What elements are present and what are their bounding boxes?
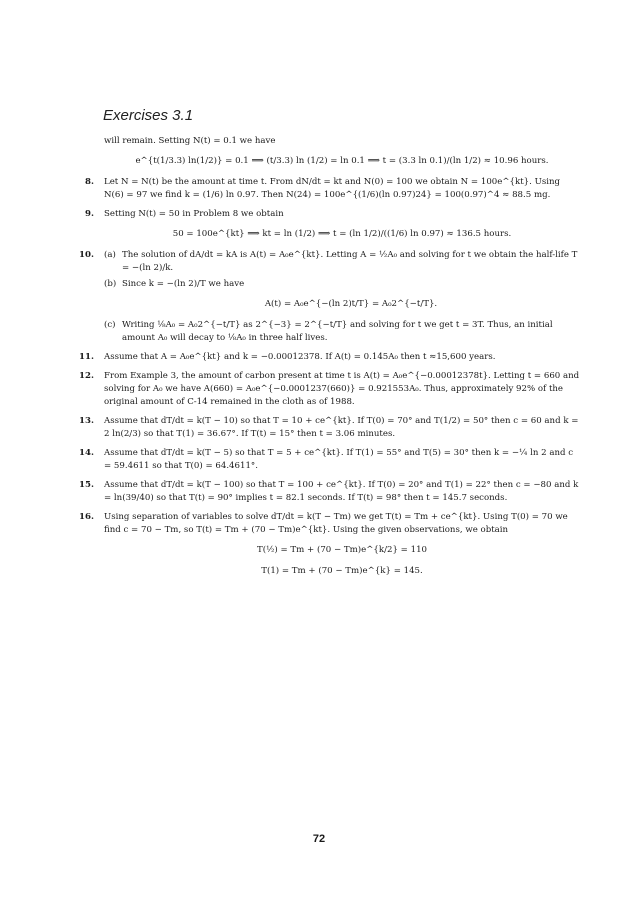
exercise-text: Let N = N(t) be the amount at time t. From dN/dt = kt and N(0) = 100 we obtain N = 100e^{kt}. Using N(6) = 97 we find k = (1/6) ln 0.97. Then N(24) = 100e^{(1/6)(ln 0.97)24} = 100(0.97)^4 ≈ 88.5 mg. xyxy=(104,177,561,200)
display-equation: e^{t(1/3.3) ln(1/2)} = 0.1 ⟹ (t/3.3) ln (1/2) = ln 0.1 ⟹ t = (3.3 ln 0.1)/(ln 1/2) ≈ 10.96 hours. xyxy=(135,156,549,166)
exercise-item xyxy=(70,135,580,168)
subpart-label: (b) xyxy=(104,279,117,289)
exercise-number: 8. xyxy=(85,177,94,187)
exercise-number: 16. xyxy=(79,512,94,522)
exercise-text: Assume that dT/dt = k(T − 10) so that T = 10 + ce^{kt}. If T(0) = 70° and T(1/2) = 50° then c = 60 and k = 2 ln(2/3) so that T(1) = 36.67°. If T(t) = 15° then t = 3.06 minutes. xyxy=(104,416,579,439)
subpart-text: Since k = −(ln 2)/T we have xyxy=(122,279,245,289)
exercise-text: From Example 3, the amount of carbon present at time t is A(t) = A₀e^{−0.00012378t}. Letting t = 660 and solving for A₀ we have A(660) = A₀e^{−0.0001237(660)} = 0.921553A₀. Thus, approximately 92% of the original amount of C-14 remained in the cloth as of 1988. xyxy=(104,371,580,407)
subpart-text: Writing ⅛A₀ = A₀2^{−t/T} as 2^{−3} = 2^{−t/T} and solving for t we get t = 3T. Thus, an initial amount A₀ will decay to ⅛A₀ in three half lives. xyxy=(122,320,553,343)
subpart-text: The solution of dA/dt = kA is A(t) = A₀e^{kt}. Letting A = ½A₀ and solving for t we obtain the half-life T = −(ln 2)/k. xyxy=(122,250,578,273)
page-number: 72 xyxy=(312,833,326,845)
exercise-subpart xyxy=(104,278,580,311)
exercise-text: Setting N(t) = 50 in Problem 8 we obtain xyxy=(104,209,284,219)
exercise-number: 9. xyxy=(85,209,94,219)
exercise-item xyxy=(70,479,580,505)
display-equation: A(t) = A₀e^{−(ln 2)t/T} = A₀2^{−t/T}. xyxy=(264,299,438,309)
exercise-number: 12. xyxy=(79,371,94,381)
exercise-item xyxy=(70,176,580,202)
display-equation: T(1) = Tm + (70 − Tm)e^{k} = 145. xyxy=(261,566,423,576)
exercise-item xyxy=(70,511,580,578)
display-equation: T(½) = Tm + (70 − Tm)e^{k/2} = 110 xyxy=(256,545,428,555)
exercise-item xyxy=(70,370,580,409)
exercise-text: Using separation of variables to solve dT/dt = k(T − Tm) we get T(t) = Tm + ce^{kt}. Using T(0) = 70 we find c = 70 − Tm, so T(t) = Tm + (70 − Tm)e^{kt}. Using the given observations, we obtain xyxy=(104,512,568,535)
exercise-item xyxy=(70,208,580,241)
exercise-text: Assume that dT/dt = k(T − 5) so that T = 5 + ce^{kt}. If T(1) = 55° and T(5) = 30° then k = −¼ ln 2 and c = 59.4611 so that T(0) = 64.4611°. xyxy=(104,448,574,471)
exercise-subpart xyxy=(104,319,580,345)
exercise-subpart xyxy=(104,249,580,275)
exercise-item xyxy=(70,447,580,473)
exercise-number: 13. xyxy=(79,416,94,426)
page-header-title: Exercises 3.1 xyxy=(103,107,194,124)
exercise-text: Assume that A = A₀e^{kt} and k = −0.00012378. If A(t) = 0.145A₀ then t ≈15,600 years. xyxy=(104,352,496,362)
exercise-item xyxy=(70,249,580,345)
exercise-number: 11. xyxy=(79,352,94,362)
subpart-label: (c) xyxy=(104,320,116,330)
exercise-content xyxy=(70,135,580,586)
subpart-label: (a) xyxy=(104,250,116,260)
exercise-item xyxy=(70,415,580,441)
exercise-text: will remain. Setting N(t) = 0.1 we have xyxy=(104,136,276,146)
display-equation: 50 = 100e^{kt} ⟹ kt = ln (1/2) ⟹ t = (ln 1/2)/((1/6) ln 0.97) ≈ 136.5 hours. xyxy=(172,229,512,239)
exercise-number: 10. xyxy=(79,250,94,260)
exercise-text: Assume that dT/dt = k(T − 100) so that T = 100 + ce^{kt}. If T(0) = 20° and T(1) = 22° then c = −80 and k = ln(39/40) so that T(t) = 90° implies t = 82.1 seconds. If T(t) = 98° then t = 145.7 seconds. xyxy=(104,480,579,503)
exercise-number: 15. xyxy=(79,480,94,490)
exercise-number: 14. xyxy=(79,448,94,458)
exercise-item xyxy=(70,351,580,364)
